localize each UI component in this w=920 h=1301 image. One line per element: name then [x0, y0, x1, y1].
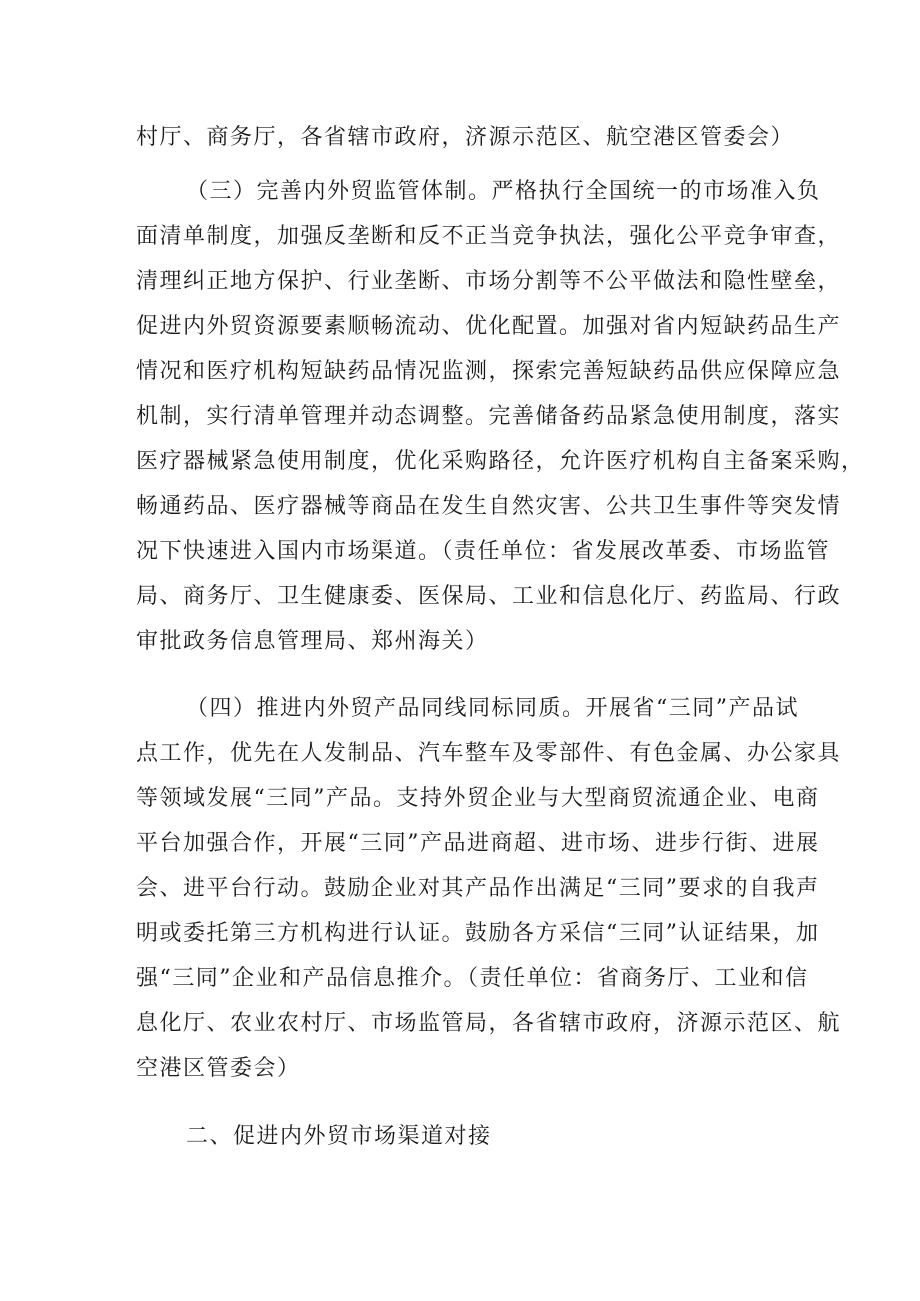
text-line-6: 情况和医疗机构短缺药品情况监测，探索完善短缺药品供应保障应急	[136, 359, 842, 384]
text-line-17: 会、进平台行动。鼓励企业对其产品作出满足“三同”要求的自我声	[136, 876, 820, 901]
text-line-12: 审批政务信息管理局、郑州海关）	[136, 629, 489, 654]
text-line-8: 医疗器械紧急使用制度，优化采购路径，允许医疗机构自主备案采购，	[136, 449, 865, 474]
text-line-16: 平台加强合作，开展“三同”产品进商超、进市场、进步行街、进展	[136, 831, 820, 856]
section-heading-2: 二、促进内外贸市场渠道对接	[186, 1124, 492, 1149]
section-4-first-line: （四）推进内外贸产品同线同标同质。开展省“三同”产品试	[186, 696, 799, 721]
text-line-20: 息化厅、农业农村厅、市场监管局，各省辖市政府，济源示范区、航	[136, 1011, 842, 1036]
text-line-3: 面清单制度，加强反垄断和反不正当竞争执法，强化公平竞争审查，	[136, 224, 842, 249]
text-line-1: 村厅、商务厅，各省辖市政府，济源示范区、航空港区管委会）	[136, 125, 795, 150]
text-line-21: 空港区管委会）	[136, 1056, 301, 1081]
text-line-11: 局、商务厅、卫生健康委、医保局、工业和信息化厅、药监局、行政	[136, 584, 842, 609]
section-3-first-line: （三）完善内外贸监管体制。严格执行全国统一的市场准入负	[186, 179, 821, 204]
text-line-15: 等领域发展“三同”产品。支持外贸企业与大型商贸流通企业、电商	[136, 786, 820, 811]
text-line-5: 促进内外贸资源要素顺畅流动、优化配置。加强对省内短缺药品生产	[136, 314, 842, 339]
text-line-7: 机制，实行清单管理并动态调整。完善储备药品紧急使用制度，落实	[136, 404, 842, 429]
text-line-14: 点工作，优先在人发制品、汽车整车及零部件、有色金属、办公家具	[136, 741, 842, 766]
text-line-18: 明或委托第三方机构进行认证。鼓励各方采信“三同”认证结果，加	[136, 921, 820, 946]
text-line-9: 畅通药品、医疗器械等商品在发生自然灾害、公共卫生事件等突发情	[136, 494, 842, 519]
text-line-19: 强“三同”企业和产品信息推介。（责任单位：省商务厅、工业和信	[136, 966, 809, 991]
text-line-10: 况下快速进入国内市场渠道。（责任单位：省发展改革委、市场监管	[136, 539, 831, 564]
text-line-4: 清理纠正地方保护、行业垄断、市场分割等不公平做法和隐性壁垒，	[136, 269, 842, 294]
